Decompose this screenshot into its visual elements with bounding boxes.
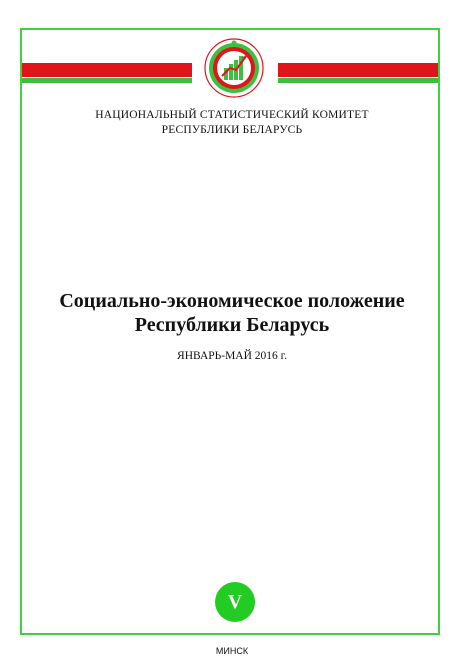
flag-red-stripe [22,63,192,77]
flag-green-stripe [278,78,438,83]
document-title-line1: Социально-экономическое положение [59,290,405,312]
document-title-line2: Республики Беларусь [134,314,330,336]
statistics-committee-emblem-icon [204,38,264,98]
issue-number-badge [215,582,255,622]
org-name-line2: РЕСПУБЛИКИ БЕЛАРУСЬ [161,124,303,136]
issue-number: V [227,591,243,613]
flag-green-stripe [22,78,192,83]
report-period: ЯНВАРЬ-МАЙ 2016 г. [177,350,287,362]
flag-band-right [278,63,438,83]
flag-red-stripe [278,63,438,77]
flag-band-left [22,63,192,83]
org-name-line1: НАЦИОНАЛЬНЫЙ СТАТИСТИЧЕСКИЙ КОМИТЕТ [95,109,369,121]
publication-city: МИНСК [215,646,249,656]
